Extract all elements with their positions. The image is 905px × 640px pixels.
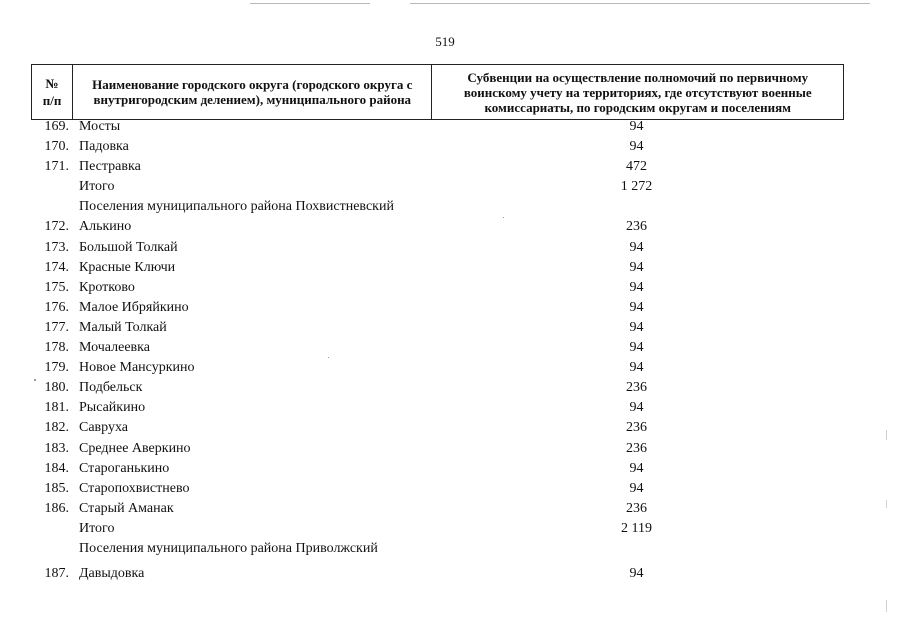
- header-name: [73, 65, 432, 120]
- table-row: [31, 378, 844, 398]
- row-value: 236: [626, 219, 647, 235]
- scan-edge-mark: [886, 430, 887, 440]
- header-name-label: Наименование городского округа (городского округа с внутригородским делением), муниципального района: [92, 77, 413, 107]
- row-name: Малое Ибряйкино: [79, 299, 189, 315]
- row-value: 94: [629, 299, 644, 315]
- scan-rule-right: [410, 3, 870, 4]
- table-row: [31, 278, 844, 298]
- table-row: [31, 318, 844, 338]
- row-value: 94: [629, 139, 644, 155]
- row-number: 169.: [44, 119, 69, 134]
- table-row: [31, 117, 844, 137]
- row-name: Итого: [79, 520, 115, 536]
- row-name: Мочалеевка: [79, 340, 150, 356]
- row-name: Среднее Аверкино: [79, 440, 191, 456]
- row-name: Большой Толкай: [79, 239, 178, 255]
- row-number: 180.: [44, 380, 69, 396]
- row-number: 176.: [44, 299, 69, 315]
- table-header: [31, 64, 844, 120]
- table-row: [31, 499, 844, 519]
- row-number: 174.: [44, 259, 69, 275]
- header-num-label: № п/п: [42, 76, 62, 108]
- row-name: Малый Толкай: [79, 319, 167, 335]
- row-name: Падовка: [79, 139, 129, 155]
- row-value: 94: [629, 400, 644, 416]
- scan-rule-left: [250, 3, 370, 4]
- table-row: [31, 564, 844, 584]
- row-value: 236: [626, 380, 647, 396]
- row-name: Рысайкино: [79, 400, 146, 416]
- row-value: 2 119: [621, 520, 652, 536]
- row-name: Старопохвистнево: [79, 480, 190, 496]
- row-value: 94: [629, 460, 644, 476]
- table-row-section: [31, 197, 844, 217]
- table-row: [31, 238, 844, 258]
- table-row: [31, 298, 844, 318]
- row-name: Новое Мансуркино: [79, 360, 195, 376]
- header-subsidy: [432, 65, 844, 120]
- row-value: 94: [629, 566, 644, 582]
- row-value: 94: [629, 360, 644, 376]
- page-number: 519: [435, 34, 455, 49]
- table-row: [31, 358, 844, 378]
- row-name: Пестравка: [79, 159, 141, 175]
- row-name: Поселения муниципального района Приволжский: [79, 540, 378, 556]
- header-subsidy-label: Субвенции на осуществление полномочий по первичному воинскому учету на территориях, где отсутствуют военные комиссариаты, по городским округам и поселениям: [463, 69, 812, 115]
- row-value: 94: [629, 319, 644, 335]
- row-name: Подбельск: [79, 380, 143, 396]
- table-row: [31, 338, 844, 358]
- row-name: Давыдовка: [79, 566, 145, 582]
- row-number: 187.: [44, 566, 69, 582]
- row-number: 172.: [44, 219, 69, 235]
- table-row: [31, 439, 844, 459]
- row-number: 185.: [44, 480, 69, 496]
- table-row: [31, 459, 844, 479]
- row-number: 173.: [44, 239, 69, 255]
- row-name: Кротково: [79, 279, 135, 295]
- row-value: 94: [629, 119, 644, 134]
- table-row: [31, 258, 844, 278]
- row-value: 94: [629, 480, 644, 496]
- table-row: [31, 398, 844, 418]
- row-number: 183.: [44, 440, 69, 456]
- row-value: 1 272: [620, 179, 653, 195]
- row-name: Староганькино: [79, 460, 170, 476]
- row-name: Старый Аманак: [79, 500, 174, 516]
- row-value: 236: [626, 500, 647, 516]
- table-row: [31, 157, 844, 177]
- row-value: 94: [629, 279, 644, 295]
- row-value: 472: [626, 159, 647, 175]
- row-number: 175.: [44, 279, 69, 295]
- row-name: Савруха: [79, 420, 129, 436]
- row-value: 236: [626, 420, 647, 436]
- row-name: Алькино: [79, 219, 132, 235]
- row-number: 182.: [44, 420, 69, 436]
- row-value: 94: [629, 239, 644, 255]
- table-row-total: [31, 519, 844, 539]
- row-name: Мосты: [79, 119, 121, 134]
- row-value: 94: [629, 259, 644, 275]
- row-value: 94: [629, 340, 644, 356]
- scan-edge-mark: [886, 500, 887, 508]
- row-number: 186.: [44, 500, 69, 516]
- row-number: 184.: [44, 460, 69, 476]
- row-number: 179.: [44, 360, 69, 376]
- row-number: 177.: [44, 319, 69, 335]
- row-number: 170.: [44, 139, 69, 155]
- header-num: [32, 65, 73, 120]
- table-body: [31, 117, 844, 582]
- table-row: [31, 479, 844, 499]
- row-name: Итого: [79, 179, 115, 195]
- row-number: 178.: [44, 340, 69, 356]
- table-row-section: [31, 539, 844, 559]
- row-value: 236: [626, 440, 647, 456]
- row-number: 171.: [44, 159, 69, 175]
- scan-edge-mark: [886, 600, 887, 612]
- row-name: Красные Ключи: [79, 259, 176, 275]
- table-row: [31, 137, 844, 157]
- row-name: Поселения муниципального района Похвистневский: [79, 199, 394, 215]
- row-number: 181.: [44, 400, 69, 416]
- table-row-total: [31, 177, 844, 197]
- table-row: [31, 217, 844, 237]
- table-row: [31, 418, 844, 438]
